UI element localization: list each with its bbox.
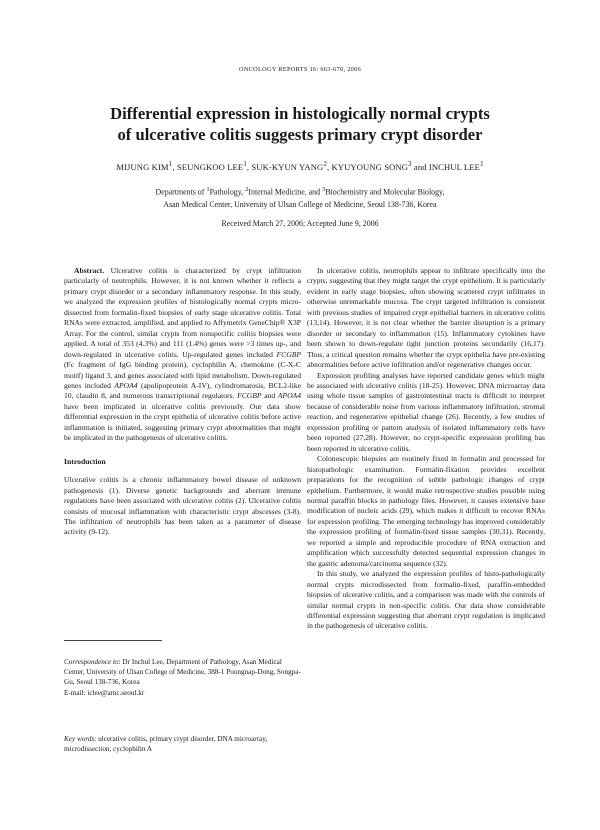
footnote-divider bbox=[64, 640, 162, 641]
received-dates: Received March 27, 2006; Accepted June 9, 2006 bbox=[221, 219, 379, 228]
author-name: SEUNGKOO LEE bbox=[176, 161, 244, 172]
body-paragraph: Colonoscopic biopsies are routinely fixed in formalin and processed for histopathologic examination. Formalin-fixation provides excellent preparations for the recognition of subtle pathologic changes of crypt epithelium. Furthermore, it would make retrospective studies possible using normal paraffin blocks in pathology files. However, it causes extensive base modification of nucleic acids (29), which makes it difficult to recover RNAs for expression profiling. The emerging technology has improved considerably the expression profiling of formalin-fixed tissue samples (30,31). Recently, we reported a simple and reproducible procedure of RNA extraction and amplification which successfully detected sequential expression changes in the gastric adenoma/carcinoma sequence (32). bbox=[307, 454, 545, 568]
author-affiliation-mark: 1 bbox=[243, 160, 247, 168]
author-affiliation-mark: 1 bbox=[479, 160, 484, 168]
left-column bbox=[64, 266, 301, 538]
affiliations bbox=[40, 184, 560, 212]
author-affiliation-mark: 1 bbox=[168, 160, 173, 168]
author-affiliation-mark: 3 bbox=[408, 160, 412, 168]
journal-header: ONCOLOGY REPORTS 16: 663-670, 2006 bbox=[238, 66, 362, 73]
right-column bbox=[307, 266, 545, 632]
author-name: MIJUNG KIM bbox=[116, 161, 169, 172]
body-paragraph: In ulcerative colitis, neutrophils appear to infiltrate specifically into the crypts, suggesting that they might target the crypt epithelium. It is particularly evident in early stage biopsies, often showing scattered crypt infiltrates in otherwise unremarkable mucosa. The crypt targeted infiltration is consistent with previous studies of impaired crypt epithelial barriers in ulcerative colitis (13,14). However, it is not clear whether the barrier disruption is a primary disorder or secondary to inflammation (15). Inflammatory cytokines have been shown to down-regulate tight junction proteins secondarily (16,17). Thus, a critical question remains whether the crypt epithelia have pre-existing abnormalities before active infiltration and/or regenerative changes occur. bbox=[307, 266, 545, 370]
body-paragraph: In this study, we analyzed the expression profiles of histo-pathologically normal crypts microdissected from formalin-fixed, paraffin-embedded biopsies of ulcerative colitis, and a comparison was made with the controls of similar normal crypts in non-specific colitis. Our data show considerable differential expression suggesting that aberrant crypt regulation is implicated in the pathogenesis of ulcerative colitis. bbox=[307, 569, 545, 631]
correspondence-footnote: Correspondence to: Dr Inchul Lee, Department of Pathology, Asan Medical Center, University of Ulsan College of Medicine, 388-1 Poongnap-Dong, Songpa-Gu, Seoul 138-736, Korea E-mail: iclee@amc.seoul.kr bbox=[64, 658, 301, 697]
author-name: KYUYOUNG SONG bbox=[331, 161, 408, 172]
abstract-paragraph: Abstract. Ulcerative colitis is characterized by crypt infiltration particularly of neutrophils. However, it is not known whether it reflects a primary crypt disorder or a secondary inflammatory response. In this study, we analyzed the expression profiles of histologically normal crypts micro-dissected from formalin-fixed biopsies of early stage ulcerative colitis. Total RNAs were extracted, amplified, and applied to Affymetrix GeneChip® X3P Array. For the control, similar crypts from nonspecific colitis biopsies were applied. A total of 353 (4.3%) and 111 (1.4%) genes were >3 times up-, and down-regulated in ulcerative colitis. Up-regulated genes included FCGBP (Fc fragment of IgG binding protein), cyclophilin A, chemokine (C-X-C motif) ligand 3, and genes associated with lipid metabolism. Down-regulated genes included APOA4 (apolipoprotein A-IV), cylindromatosis, BCL2-like 10, claudin 8, and numerous transcriptional regulators. FCGBP and APOA4 have been implicated in ulcerative colitis previously. Our data show differential expression in the crypt epithelia of ulcerative colitis before active inflammation is initiated, suggesting primary crypt abnormalities that might be implicated in the pathogenesis of ulcerative colitis. bbox=[64, 266, 301, 443]
author-name: SUK-KYUN YANG bbox=[251, 161, 324, 172]
affiliation-line-2: Asan Medical Center, University of Ulsan College of Medicine, Seoul 138-736, Korea bbox=[163, 200, 437, 210]
article-title bbox=[40, 103, 560, 145]
intro-paragraph: Ulcerative colitis is a chronic inflammatory bowel disease of unknown pathogenesis (1). Diverse genetic backgrounds and aberrant immune regulations have been associated with ulcerative colitis (2). Ulcerative colitis consists of mucosal inflammation with characteristic crypt abscesses (3-8). The infiltration of neutrophils has been taken as a parameter of disease activity (9-12). bbox=[64, 475, 301, 537]
author-affiliation-mark: 2 bbox=[323, 160, 327, 168]
author-name: INCHUL LEE bbox=[428, 161, 480, 172]
author-list: MIJUNG KIM$^1$, SEUNGKOO LEE$^1$, SUK-KYUN YANG$^2$, KYUYOUNG SONG$^3$ and INCHUL LEE$^1$ bbox=[116, 160, 484, 172]
body-paragraph: Expression profiling analyses have reported candidate genes which might be associated with ulcerative colitis (18-25). However, DNA microarray data using whole tissue samples of gastrointestinal tracts is difficult to interpret because of considerable noise from various inflammatory infiltration, stromal reaction, and regenerative epithelial change (26). Recently, a few studies of expression profiling or pattern analysis of isolated inflammatory cells have been reported (27,28). However, no crypt-specific expression profiling has been reported in ulcerative colitis. bbox=[307, 370, 545, 453]
introduction-heading: Introduction bbox=[64, 456, 106, 466]
keywords-footnote: Key words: ulcerative colitis, primary crypt disorder, DNA microarray, microdissection, cyclophilin A bbox=[64, 735, 268, 754]
title-line-2: of ulcerative colitis suggests primary crypt disorder bbox=[117, 125, 483, 144]
email-address: E-mail: iclee@amc.seoul.kr bbox=[64, 688, 145, 697]
title-line-1: Differential expression in histologically normal crypts bbox=[110, 104, 490, 123]
affiliation-line-1: Departments of $^1$Pathology, $^2$Internal Medicine, and $^3$Biochemistry and Molecular Biology, bbox=[155, 186, 445, 197]
